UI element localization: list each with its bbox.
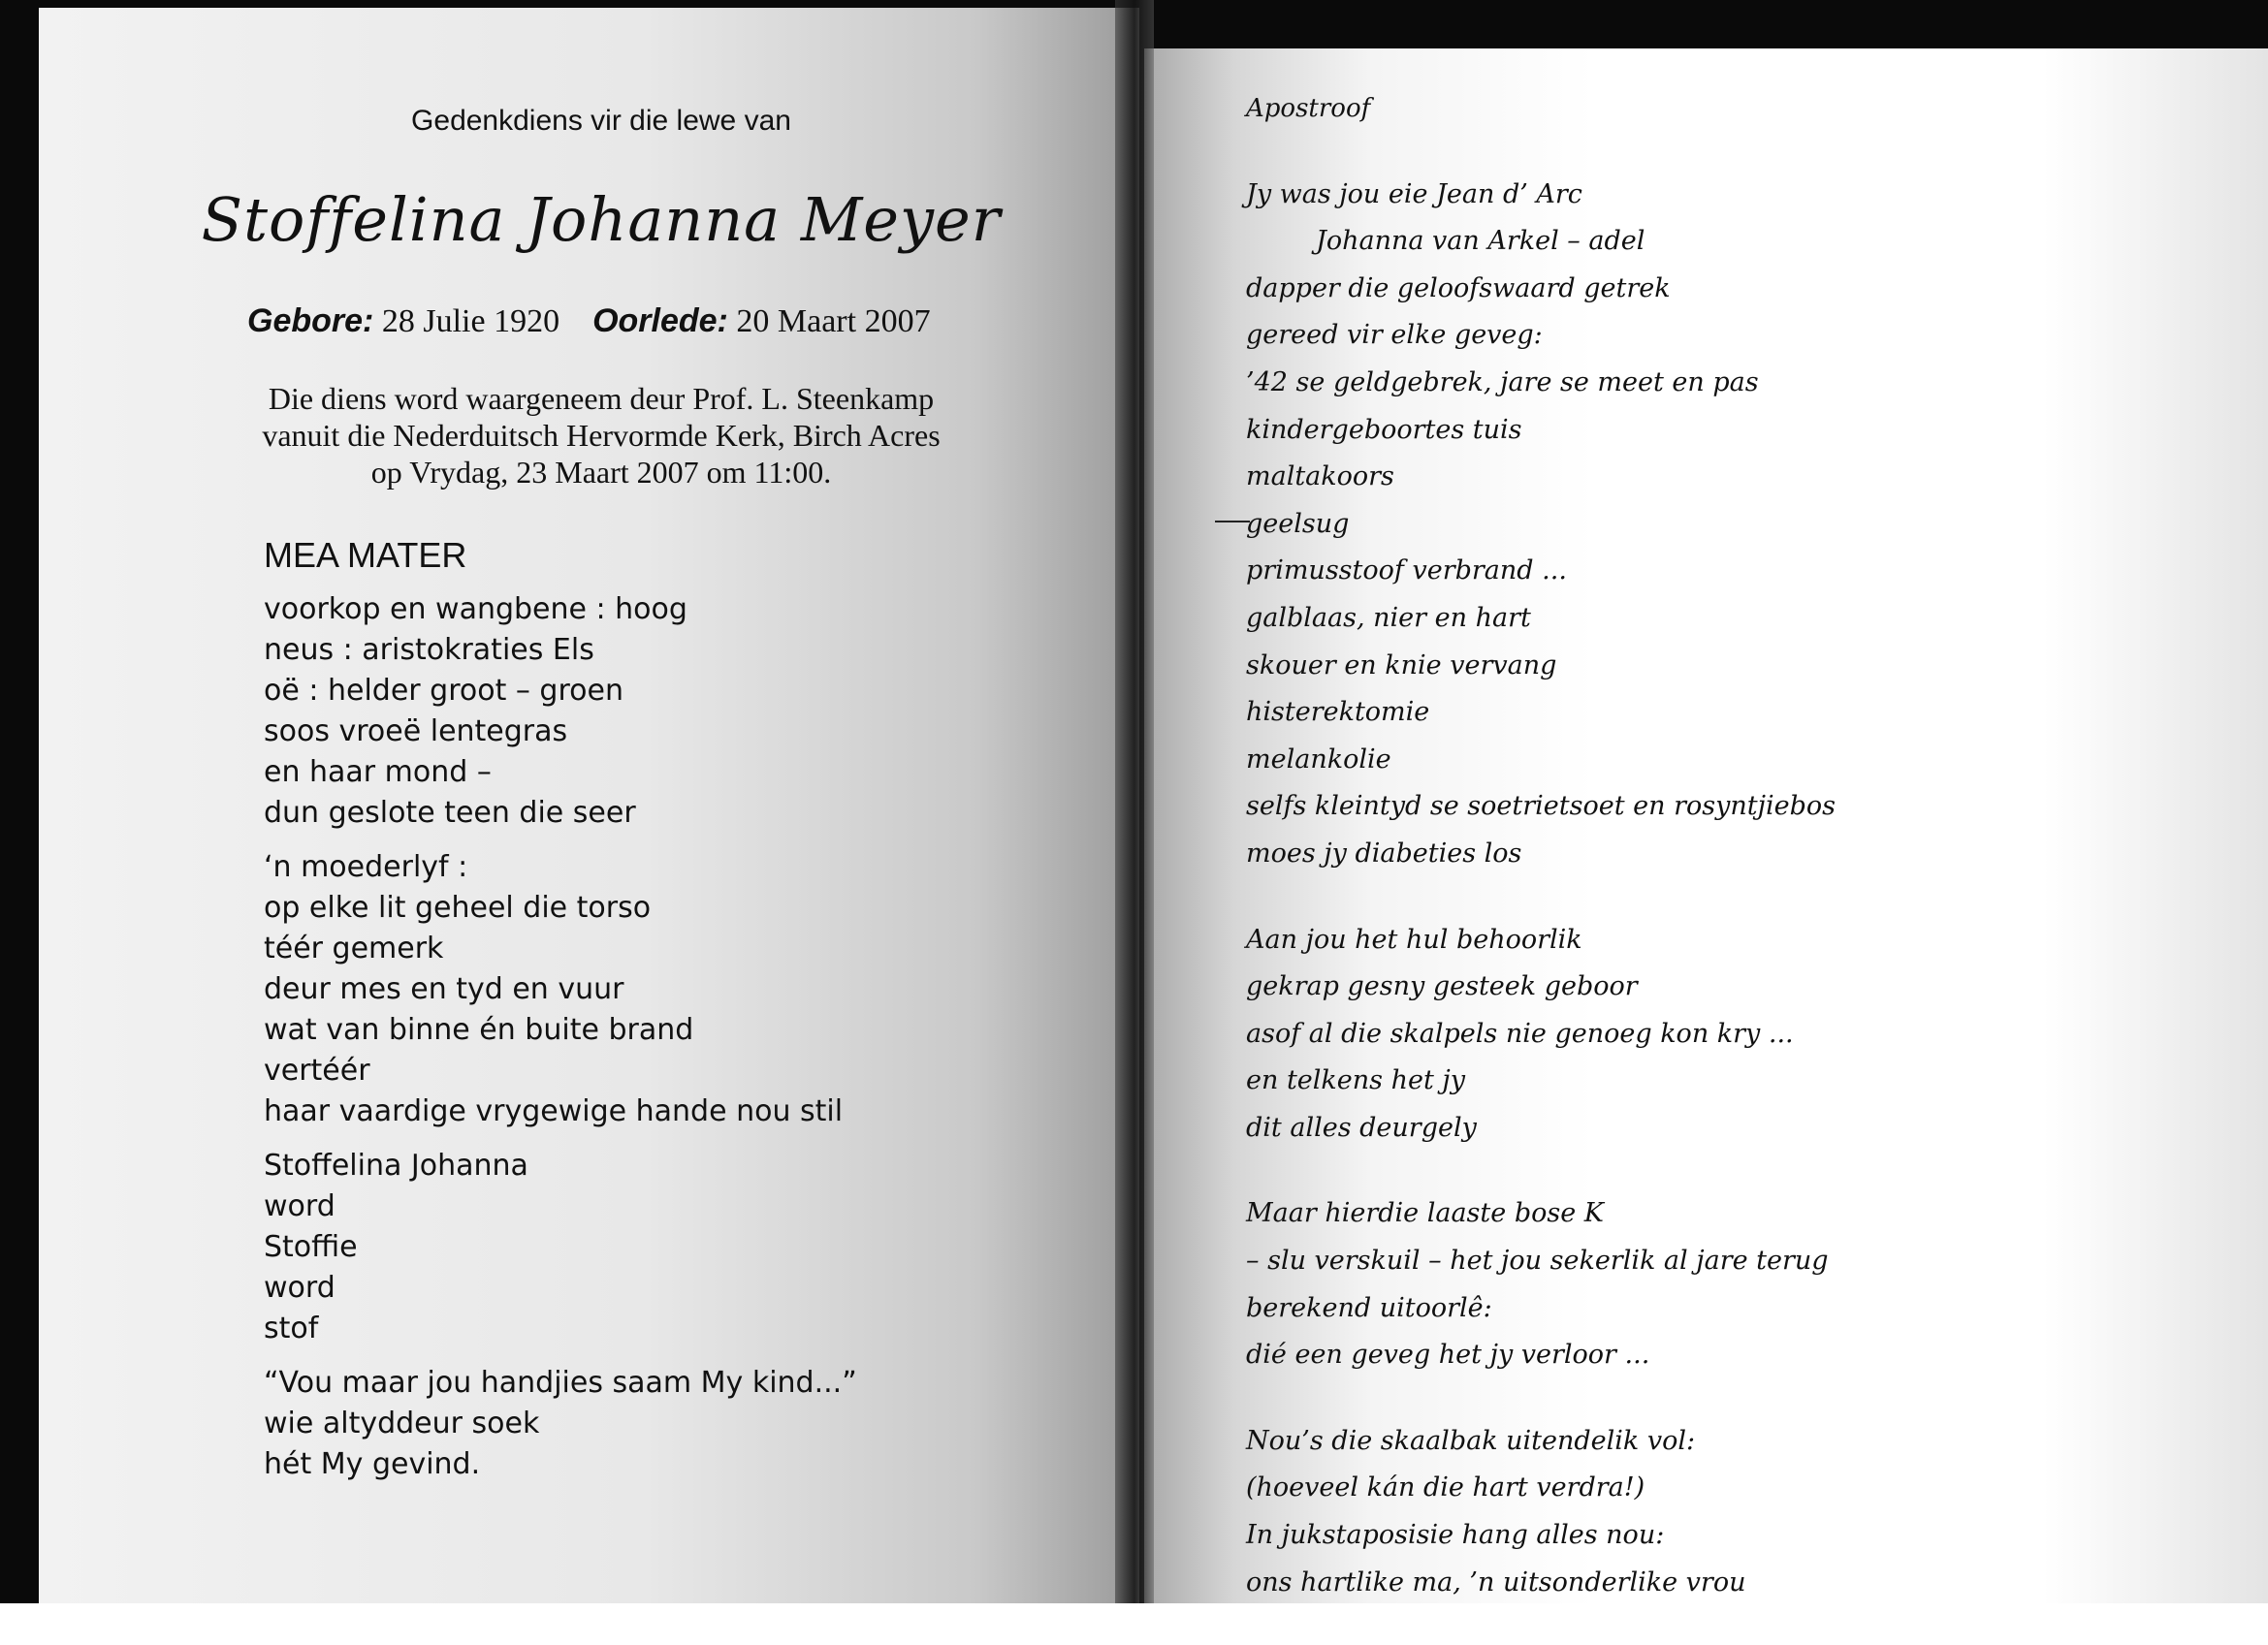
poem-line: vertéér [264,1054,370,1088]
poem-line: maltakoors [1246,461,1394,492]
service-line: Die diens word waargeneem deur Prof. L. Steenkamp [268,381,935,416]
poem-line: Nou’s die skaalbak uitendelik vol: [1246,1425,1696,1456]
poem-mea-mater [264,535,857,1499]
poem-stanza [1246,172,1836,878]
poem-line: Stoffelina Johanna [264,1149,528,1183]
poem-line: en telkens het jy [1246,1065,1466,1096]
margin-mark [1215,521,1250,522]
poem-line: word [264,1271,335,1305]
born-label: Gebore: [247,302,374,339]
poem-line: op elke lit geheel die torso [264,891,652,925]
poem-stanza [1246,1418,1836,1606]
poem-line: kindergeboortes tuis [1246,414,1522,445]
poem-line: stof [264,1312,319,1345]
poem-line: asof al die skalpels nie genoeg kon kry ... [1246,1018,1794,1049]
poem-line: gereed vir elke geveg: [1246,320,1543,351]
poem-line: dié een geveg het jy verloor ... [1246,1340,1650,1371]
poem-line: soos vroeë lentegras [264,714,568,748]
poem-apostroof [1246,85,1836,1645]
poem-line: melankolie [1246,743,1391,775]
poem-line: In jukstaposisie hang alles nou: [1246,1520,1665,1551]
poem-line: primusstoof verbrand ... [1246,555,1567,586]
service-line: vanuit die Nederduitsch Hervormde Kerk, Birch Acres [262,418,941,453]
poem-line: ’42 se geldgebrek, jare se meet en pas [1246,366,1759,397]
poem-line: téér gemerk [264,932,444,965]
poem-line: gekrap gesny gesteek geboor [1246,971,1638,1002]
poem-line: “Vou maar jou handjies saam My kind...” [264,1366,857,1400]
born-date: 28 Julie 1920 [381,303,560,339]
died-date: 20 Maart 2007 [736,303,931,339]
poem-line: oë : helder groot – groen [264,674,623,708]
poem-title: MEA MATER [264,535,467,575]
poem-stanza [1246,1190,1836,1378]
life-dates [247,302,931,340]
service-details [0,380,1202,490]
died-label: Oorlede: [592,302,728,339]
poem-line: moes jy diabeties los [1246,838,1522,869]
poem-stanza [264,1363,857,1485]
poem-line: ‘n moederlyf : [264,850,468,884]
poem-line: hét My gevind. [264,1447,481,1481]
poem-line: Jy was jou eie Jean d’ Arc [1246,178,1582,209]
poem-stanza [264,1146,857,1349]
poem-line: geelsug [1246,508,1350,539]
poem-title: Apostroof [1246,94,1371,123]
poem-stanza [1246,917,1836,1153]
poem-line: dun geslote teen die seer [264,796,636,830]
poem-stanza [264,589,857,834]
poem-line: ons hartlike ma, ’n uitsonderlike vrou [1246,1566,1746,1598]
poem-line: berekend uitoorlê: [1246,1292,1492,1323]
service-line: op Vrydag, 23 Maart 2007 om 11:00. [370,455,832,490]
poem-line: wie altyddeur soek [264,1407,540,1440]
poem-line: Aan jou het hul behoorlik [1246,924,1582,955]
poem-line: wat van binne én buite brand [264,1013,694,1047]
poem-stanza [264,847,857,1132]
poem-line: dapper die geloofswaard getrek [1246,272,1671,303]
poem-line: neus : aristokraties Els [264,633,594,667]
deceased-name: Stoffelina Johanna Meyer [201,184,1002,255]
memorial-intro: Gedenkdiens vir die lewe van [411,105,791,137]
poem-line: word [264,1189,335,1223]
poem-line: Johanna van Arkel – adel [1316,226,1645,257]
poem-line: haar vaardige vrygewige hande nou stil [264,1094,844,1128]
poem-line: – slu verskuil – het jou sekerlik al jare terug [1246,1246,1829,1277]
poem-line: dit alles deurgely [1246,1112,1477,1143]
poem-line: (hoeveel kán die hart verdra!) [1246,1472,1645,1503]
poem-line: selfs kleintyd se soetrietsoet en rosyntjiebos [1246,791,1836,822]
poem-line: Maar hierdie laaste bose K [1246,1198,1604,1229]
poem-line: Stoffie [264,1230,358,1264]
poem-line: en haar mond – [264,755,492,789]
poem-line: skouer en knie vervang [1246,649,1557,680]
poem-line: deur mes en tyd en vuur [264,972,624,1006]
poem-line: galblaas, nier en hart [1246,602,1531,633]
poem-line: histerektomie [1246,697,1430,728]
poem-line: voorkop en wangbene : hoog [264,592,687,626]
